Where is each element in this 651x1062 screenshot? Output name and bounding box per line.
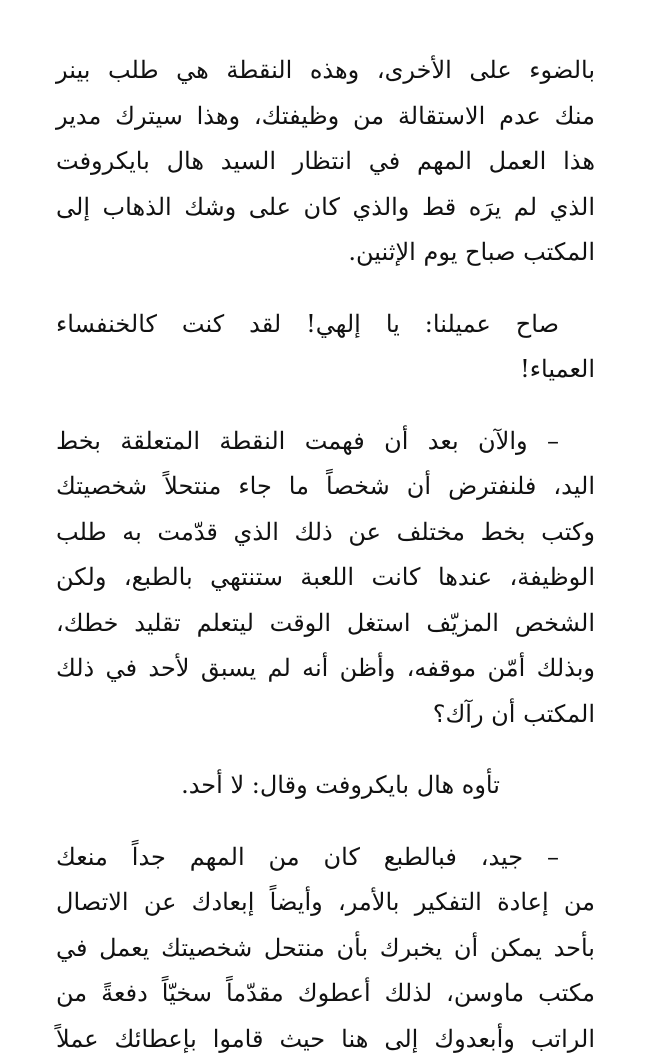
paragraph-1: [56, 48, 595, 276]
text-line: الوظيفة، عندها كانت اللعبة ستنتهي بالطبع، ولكن: [56, 555, 595, 601]
text-line: وكتب بخط مختلف عن ذلك الذي قدّمت به طلب: [56, 510, 595, 556]
text-line: بأحد يمكن أن يخبرك بأن منتحل شخصيتك يعمل في: [56, 926, 595, 972]
text-line: من إعادة التفكير بالأمر، وأيضاً إبعادك عن الاتصال: [56, 880, 595, 926]
paragraph-5: [56, 835, 595, 1062]
text-line: صاح عميلنا: يا إلهي! لقد كنت كالخنفساء: [56, 302, 595, 348]
text-line: بالضوء على الأخرى، وهذه النقطة هي طلب بينر: [56, 48, 595, 94]
paragraph-2: [56, 302, 595, 393]
text-line: المكتب أن رآك؟: [56, 692, 595, 738]
paragraph-3: [56, 419, 595, 738]
text-line: تأوه هال بايكروفت وقال: لا أحد.: [56, 763, 595, 809]
text-line: الراتب وأبعدوك إلى هنا حيث قاموا بإعطائك عملاً: [56, 1017, 595, 1062]
paragraph-4: [56, 763, 595, 809]
text-line: اليد، فلنفترض أن شخصاً ما جاء منتحلاً شخصيتك: [56, 464, 595, 510]
text-line: هذا العمل المهم في انتظار السيد هال بايكروفت: [56, 139, 595, 185]
text-line: الذي لم يرَه قط والذي كان على وشك الذهاب إلى: [56, 185, 595, 231]
text-line: مكتب ماوسن، لذلك أعطوك مقدّماً سخيّاً دفعةً من: [56, 971, 595, 1017]
text-line: الشخص المزيّف استغل الوقت ليتعلم تقليد خطك،: [56, 601, 595, 647]
text-line: وبذلك أمّن موقفه، وأظن أنه لم يسبق لأحد في ذلك: [56, 646, 595, 692]
text-line: – والآن بعد أن فهمت النقطة المتعلقة بخط: [56, 419, 595, 465]
text-line: المكتب صباح يوم الإثنين.: [56, 230, 595, 276]
text-line: العمياء!: [56, 347, 595, 393]
text-line: منك عدم الاستقالة من وظيفتك، وهذا سيترك مدير: [56, 94, 595, 140]
text-line: – جيد، فبالطبع كان من المهم جداً منعك: [56, 835, 595, 881]
